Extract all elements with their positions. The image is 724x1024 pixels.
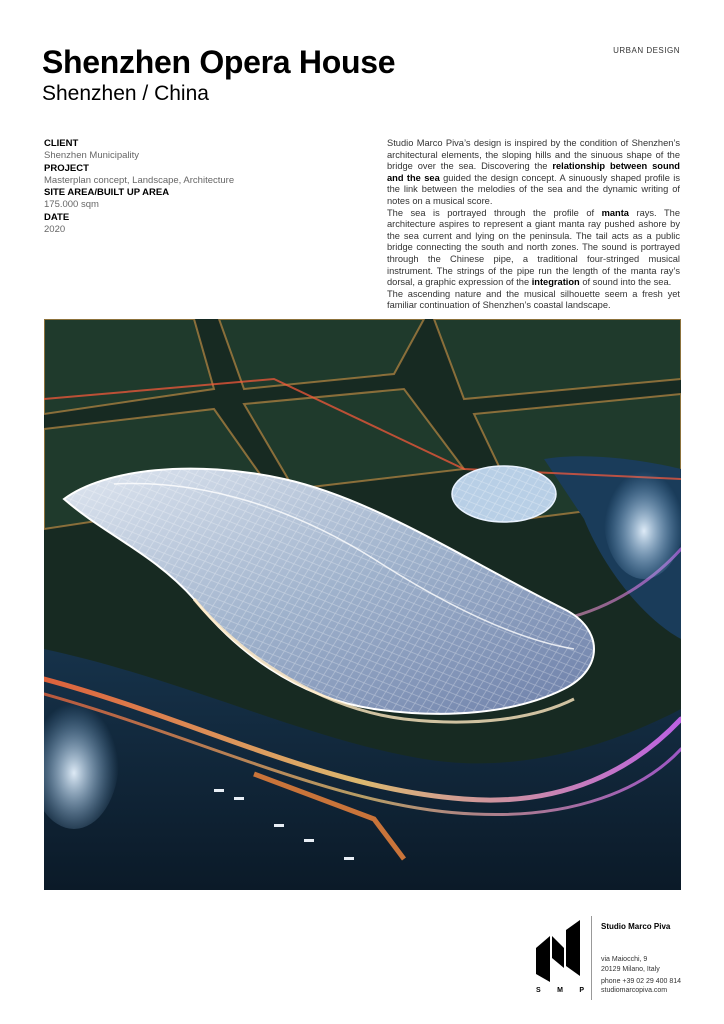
description-paragraph-2: The sea is portrayed through the profile of manta rays. The architecture aspires to represent a giant manta ray pushed ashore by the sea current and lying on the peninsula. The tail acts as a public bridge connecting the south and north zones. The sound is portrayed through the Chinese pipe, a traditional four-stringed musical instrument. The strings of the pipe run the length of the manta ray’s dorsal, a graphic expression of the integration of sound into the sea.: [387, 207, 680, 288]
meta-area-value: 175.000 sqm: [44, 199, 99, 211]
logo-letter-p: P: [579, 987, 584, 994]
meta-date-value: 2020: [44, 224, 66, 236]
smp-logo-icon: [530, 918, 586, 998]
meta-client-label: CLIENT: [44, 138, 79, 149]
meta-project-value: Masterplan concept, Landscape, Architecture: [44, 174, 235, 186]
logo-letter-m: M: [557, 987, 563, 994]
address-city: 20129 Milano, Italy: [601, 966, 660, 973]
studio-address: [601, 955, 660, 975]
highlight-integration: integration: [531, 277, 580, 288]
contact-phone: phone +39 02 29 400 814: [601, 978, 681, 985]
highlight-manta: manta: [601, 207, 629, 218]
meta-client-value: Shenzhen Municipality: [44, 150, 140, 162]
meta-date-label: DATE: [44, 211, 70, 223]
logo-letters: [536, 987, 584, 994]
footer-divider: [591, 916, 592, 1000]
studio-name: Studio Marco Piva: [601, 922, 671, 931]
category-label: URBAN DESIGN: [613, 46, 680, 55]
studio-contact: [601, 977, 681, 995]
contact-website[interactable]: studiomarcopiva.com: [601, 987, 668, 994]
description-paragraph-3: The ascending nature and the musical silhouette seem a fresh yet familiar continuation of Shenzhen’s coastal landscape.: [387, 288, 680, 311]
highlight-sound-sea: relationship between sound and the sea: [387, 161, 680, 183]
page-title: Shenzhen Opera House: [42, 44, 396, 80]
project-meta: [44, 138, 324, 236]
address-street: via Maiocchi, 9: [601, 956, 648, 963]
meta-area-label: SITE AREA/BUILT UP AREA: [44, 187, 170, 199]
page-subtitle: Shenzhen / China: [42, 82, 209, 105]
logo-letter-s: S: [536, 987, 541, 994]
description-paragraph-1: Studio Marco Piva’s design is inspired by the condition of Shenzhen’s architectural elements, the sloping hills and the sinuous shape of the bridge over the sea. Discovering the relationship between sound and the sea guided the design concept. A sinuously shaped profile is the link between the melodies of the sea and the dynamic writing of notes on a musical score.: [387, 138, 680, 206]
hero-rendering: [44, 319, 681, 890]
meta-project-label: PROJECT: [44, 162, 89, 174]
project-description: [387, 138, 680, 312]
